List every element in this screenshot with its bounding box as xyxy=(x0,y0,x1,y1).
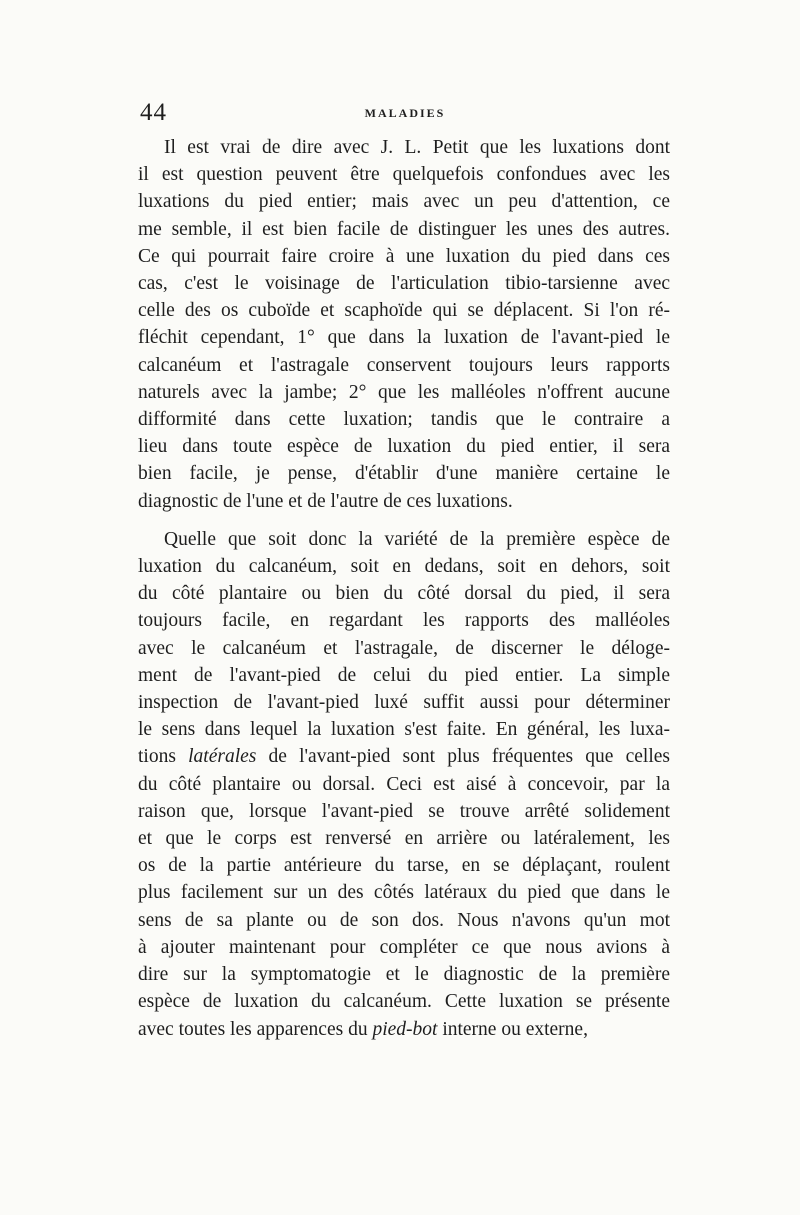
text-line: toujours facile, en regardant les rapports des malléoles xyxy=(138,610,670,632)
text-line: luxation du calcanéum, soit en dedans, soit en dehors, soit xyxy=(138,556,670,578)
text-line: espèce de luxation du calcanéum. Cette luxation se présente xyxy=(138,991,670,1013)
text-line: luxations du pied entier; mais avec un peu d'attention, ce xyxy=(138,191,670,213)
text-line: avec le calcanéum et l'astragale, de discerner le déloge- xyxy=(138,637,670,659)
running-title: MALADIES xyxy=(364,106,446,120)
body-text xyxy=(138,134,670,1043)
text-line: à ajouter maintenant pour compléter ce que nous avions à xyxy=(138,936,670,958)
text-line: difformité dans cette luxation; tandis que le contraire a xyxy=(138,409,670,431)
text-line: cas, c'est le voisinage de l'articulation tibio-tarsienne avec xyxy=(138,273,670,295)
text-line: diagnostic de l'une et de l'autre de ces luxations. xyxy=(138,490,513,512)
text-line: inspection de l'avant-pied luxé suffit aussi pour déterminer xyxy=(138,692,670,714)
text-line: Quelle que soit donc la variété de la première espèce de xyxy=(164,528,670,550)
text-line: lieu dans toute espèce de luxation du pied entier, il sera xyxy=(138,436,670,458)
running-head xyxy=(140,98,670,128)
text-line: bien facile, je pense, d'établir d'une manière certaine le xyxy=(138,463,670,485)
text-line: il est question peuvent être quelquefois confondues avec les xyxy=(138,164,670,186)
text-line: raison que, lorsque l'avant-pied se trouve arrêté solidement xyxy=(138,800,670,822)
text-line: celle des os cuboïde et scaphoïde qui se déplacent. Si l'on ré- xyxy=(138,300,670,322)
text-line: naturels avec la jambe; 2° que les malléoles n'offrent aucune xyxy=(138,381,670,403)
text-line: plus facilement sur un des côtés latéraux du pied que dans le xyxy=(138,882,670,904)
text-line: dire sur la symptomatogie et le diagnostic de la première xyxy=(138,964,670,986)
text-line: fléchit cependant, 1° que dans la luxation de l'avant-pied le xyxy=(138,327,670,349)
italic-term: latérales xyxy=(188,746,257,768)
paragraph xyxy=(138,134,670,515)
text-line: ment de l'avant-pied de celui du pied entier. La simple xyxy=(138,664,670,686)
text-line: et que le corps est renversé en arrière ou latéralement, les xyxy=(138,828,670,850)
text-line: du côté plantaire ou bien du côté dorsal du pied, il sera xyxy=(138,583,670,605)
page-number: 44 xyxy=(140,99,167,126)
text-line: me semble, il est bien facile de distinguer les unes des autres. xyxy=(138,218,670,240)
italic-term: pied-bot xyxy=(372,1018,438,1040)
text-line: calcanéum et l'astragale conservent toujours leurs rapports xyxy=(138,354,670,376)
text-line: tions latérales de l'avant-pied sont plus fréquentes que celles xyxy=(138,746,670,768)
text-line: avec toutes les apparences du pied-bot interne ou externe, xyxy=(138,1018,588,1040)
paragraph xyxy=(138,526,670,1043)
text-line: Il est vrai de dire avec J. L. Petit que les luxations dont xyxy=(164,137,670,158)
text-line: os de la partie antérieure du tarse, en se déplaçant, roulent xyxy=(138,855,670,877)
text-line: Ce qui pourrait faire croire à une luxation du pied dans ces xyxy=(138,245,670,267)
text-line: du côté plantaire ou dorsal. Ceci est aisé à concevoir, par la xyxy=(138,773,670,795)
text-line: sens de sa plante ou de son dos. Nous n'avons qu'un mot xyxy=(138,909,670,931)
text-line: le sens dans lequel la luxation s'est faite. En général, les luxa- xyxy=(138,719,670,741)
